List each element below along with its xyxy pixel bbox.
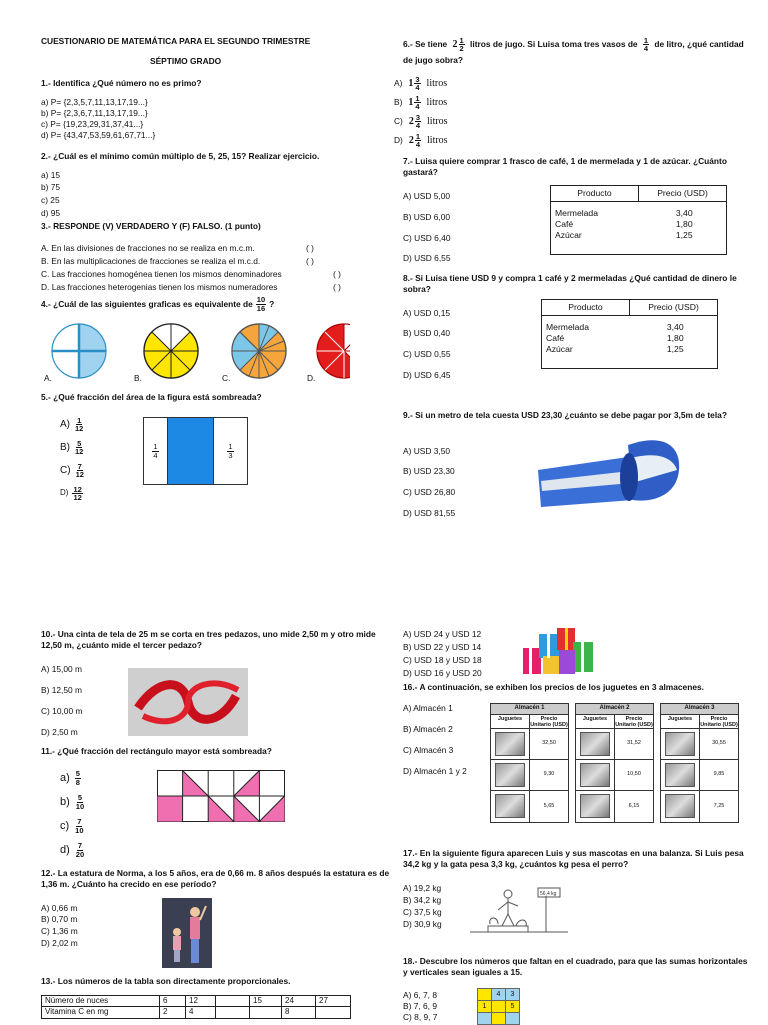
store-col-toys: Juguetes (661, 715, 700, 728)
q12-text: 12.- La estatura de Norma, a los 5 años, era de 0,66 m. 8 años después la estatura es de 1,36 m. ¿Cuánto ha crecido en ese período? (41, 868, 390, 889)
gift-boxes-image (521, 624, 597, 678)
q4-circle-b[interactable] (144, 324, 198, 378)
q2-option-d[interactable]: d) 95 (41, 208, 61, 218)
red-ribbon-image (128, 668, 248, 736)
product-price: 1,25 (675, 230, 693, 241)
product-name: Mermelada (546, 322, 589, 333)
q7-option-d[interactable]: D) USD 6,55 (403, 253, 451, 263)
table-cell: Vitamina C en mg (42, 1007, 160, 1018)
q18-option-c[interactable]: C) 8, 9, 7 (403, 1012, 438, 1022)
store-col-toys: Juguetes (491, 715, 530, 728)
product-price: 1,80 (675, 219, 693, 230)
table-cell[interactable] (316, 1007, 351, 1018)
q12-option-d[interactable]: D) 2,02 m (41, 938, 78, 948)
q11-text: 11.- ¿Qué fracción del rectángulo mayor está sombreada? (41, 746, 272, 756)
grade-title: SÉPTIMO GRADO (150, 56, 222, 66)
table-row (42, 996, 351, 1007)
q4-label-c: C. (222, 373, 231, 383)
product-name: Azúcar (555, 230, 582, 241)
q12-option-c[interactable]: C) 1,36 m (41, 926, 78, 936)
q1-text: 1.- Identifica ¿Qué número no es primo? (41, 78, 202, 88)
q3-blank-a[interactable]: ( ) (306, 243, 314, 253)
table-cell: 8 (282, 1007, 316, 1018)
store-price: 5,65 (543, 802, 555, 809)
store-col-toys: Juguetes (576, 715, 615, 728)
product-name: Mermelada (555, 208, 598, 219)
toy-image (495, 732, 525, 756)
store-price: 9,30 (543, 771, 555, 778)
toy-image (580, 732, 610, 756)
toy-image (665, 732, 695, 756)
q8-option-c[interactable]: C) USD 0,55 (403, 349, 451, 359)
product-name: Azúcar (546, 344, 573, 355)
table-cell: Número de nuces (42, 996, 160, 1007)
q2-option-c[interactable]: c) 25 (41, 195, 60, 205)
q4-label-b: B. (134, 373, 142, 383)
q3-blank-b[interactable]: ( ) (306, 256, 314, 266)
store-table-1 (490, 703, 569, 823)
q10-option-d[interactable]: D) 2,50 m (41, 727, 78, 737)
scale-readout: 56,4 kg (540, 891, 557, 897)
q4-circle-a[interactable] (52, 324, 106, 378)
table-cell[interactable] (250, 1007, 282, 1018)
q4-circle-d[interactable] (317, 324, 350, 378)
q4-question (41, 296, 274, 312)
q9-option-a[interactable]: A) USD 3,50 (403, 446, 451, 456)
q10-option-c[interactable]: C) 10,00 m (41, 706, 83, 716)
table-row (42, 1007, 351, 1018)
q13-proportion-table (41, 995, 351, 1019)
toy-image (665, 763, 695, 787)
q6-options (394, 74, 514, 150)
grid-cell: 4 (492, 989, 506, 1001)
q4-fraction: $\frac{10}{16}$ (256, 295, 266, 313)
q15-option-a[interactable]: A) USD 24 y USD 12 (403, 629, 482, 639)
product-price: 3,40 (675, 208, 693, 219)
table-cell[interactable] (216, 996, 250, 1007)
q11-option-c[interactable]: c) $\frac{7}{10}$ (60, 817, 84, 835)
q7-text: 7.- Luisa quiere comprar 1 frasco de café, 1 de mermelada y 1 de azúcar. ¿Cuánto gastará? (403, 156, 727, 177)
q11-rectangle-figure (157, 770, 285, 822)
q11-option-b[interactable]: b) $\frac{5}{10}$ (60, 793, 85, 811)
q3-statement-a: A. En las divisiones de fracciones no se realiza en m.c.m. (41, 243, 255, 253)
q3-text: 3.- RESPONDE (V) VERDADERO Y (F) FALSO. (1 punto) (41, 221, 261, 231)
q5-figure (143, 417, 248, 485)
table-row (478, 1013, 520, 1025)
q3-blank-c[interactable]: ( ) (333, 269, 341, 279)
product-name: Café (546, 333, 565, 344)
price-header-product: Producto (551, 186, 639, 201)
store-price: 10,50 (627, 771, 641, 778)
table-cell: 15 (250, 996, 282, 1007)
table-cell: 12 (186, 996, 216, 1007)
q9-option-b[interactable]: B) USD 23,30 (403, 466, 455, 476)
q15-option-c[interactable]: C) USD 18 y USD 18 (403, 655, 482, 665)
q11-option-d[interactable]: d) $\frac{7}{20}$ (60, 841, 85, 859)
grid-cell[interactable] (506, 1013, 520, 1025)
q11-options (60, 766, 120, 862)
q4-label-d: D. (307, 373, 316, 383)
scale-drawing (468, 884, 578, 936)
q16-option-a[interactable]: A) Almacén 1 (403, 703, 453, 713)
q9-option-c[interactable]: C) USD 26,80 (403, 487, 456, 497)
q7-price-table (550, 185, 727, 255)
q12-option-b[interactable]: B) 0,70 m (41, 914, 78, 924)
table-cell: 4 (186, 1007, 216, 1018)
q4-end: ? (269, 298, 275, 309)
table-row (478, 1001, 520, 1013)
grid-cell[interactable] (478, 989, 492, 1001)
q17-option-d[interactable]: D) 30,9 kg (403, 919, 442, 929)
product-price: 1,25 (666, 344, 684, 355)
table-cell: 24 (282, 996, 316, 1007)
store-name: Almacén 3 (661, 704, 738, 715)
toy-image (495, 763, 525, 787)
q3-statement-c: C. Las fracciones homogénea tienen los mismos denominadores (41, 269, 282, 279)
q5-box-right-fraction: $\frac{1}{3}$ (228, 442, 233, 460)
q15-option-b[interactable]: B) USD 22 y USD 14 (403, 642, 482, 652)
grid-cell: 1 (478, 1001, 492, 1013)
q13-text: 13.- Los números de la tabla son directamente proporcionales. (41, 976, 291, 986)
q5-options (60, 413, 120, 505)
grid-cell: 3 (506, 989, 520, 1001)
q16-text: 16.- A continuación, se exhiben los precios de los juguetes en 3 almacenes. (403, 682, 704, 692)
q6-option-b[interactable]: B) 1 $\frac{1}{4}$ litros (394, 93, 448, 111)
q17-option-a[interactable]: A) 19,2 kg (403, 883, 442, 893)
q2-option-a[interactable]: a) 15 (41, 170, 61, 180)
q7-option-b[interactable]: B) USD 6,00 (403, 212, 451, 222)
q4-circle-c[interactable] (232, 324, 286, 378)
toy-image (580, 794, 610, 818)
store-table-2 (575, 703, 654, 823)
q17-option-b[interactable]: B) 34,2 kg (403, 895, 442, 905)
q5-box-left-fraction: $\frac{1}{4}$ (153, 442, 158, 460)
q16-option-d[interactable]: D) Almacén 1 y 2 (403, 766, 467, 776)
table-cell: 2 (160, 1007, 186, 1018)
table-cell: 6 (160, 996, 186, 1007)
page-title: CUESTIONARIO DE MATEMÁTICA PARA EL SEGUNDO TRIMESTRE (41, 36, 311, 46)
store-price: 31,52 (627, 740, 641, 747)
grid-cell[interactable] (492, 1013, 506, 1025)
store-table-3 (660, 703, 739, 823)
store-col-price: Precio Unitario (USD) (530, 715, 568, 728)
q5-option-b[interactable]: B) $\frac{5}{12}$ (60, 438, 84, 456)
q5-text: 5.- ¿Qué fracción del área de la figura está sombreada? (41, 392, 262, 402)
q17-text: 17.- En la siguiente figura aparecen Luis y sus mascotas en una balanza. Si Luis pesa 34,2 kg y la gata pesa 3,3 kg, ¿cuántos kg pesa el perro? (403, 848, 744, 869)
store-price: 7,25 (713, 802, 725, 809)
q6-option-d[interactable]: D) 2 $\frac{1}{4}$ litros (394, 131, 448, 149)
q6-option-c[interactable]: C) 2 $\frac{3}{4}$ litros (394, 112, 448, 130)
q8-text: 8.- Si Luisa tiene USD 9 y compra 1 café y 2 mermeladas ¿Qué cantidad de dinero le sobra? (403, 273, 737, 294)
store-name: Almacén 1 (491, 704, 568, 715)
price-header-price: Precio (USD) (648, 302, 699, 312)
product-price: 1,80 (666, 333, 684, 344)
price-header-price: Precio (USD) (657, 188, 708, 198)
q9-option-d[interactable]: D) USD 81,55 (403, 508, 456, 518)
q5-option-a[interactable]: A) $\frac{1}{12}$ (60, 415, 84, 433)
q6-option-a[interactable]: A) 1 $\frac{3}{4}$ litros (394, 74, 448, 92)
q18-magic-square (477, 988, 520, 1025)
table-cell[interactable] (216, 1007, 250, 1018)
q5-option-d[interactable]: D) $\frac{12}{12}$ (60, 484, 82, 502)
q2-text: 2.- ¿Cuál es el mínimo común múltiplo de 5, 25, 15? Realizar ejercicio. (41, 151, 320, 161)
q10-option-b[interactable]: B) 12,50 m (41, 685, 82, 695)
q6-question: 6.- Se tiene 2 $\frac{1}{2}$ litros de jugo. Si Luisa toma tres vasos de $\frac{1}{4}$ de litro, ¿qué cantidad de jugo sobra? (403, 35, 744, 65)
q2-option-b[interactable]: b) 75 (41, 182, 61, 192)
q8-option-a[interactable]: A) USD 0,15 (403, 308, 451, 318)
q12-option-a[interactable]: A) 0,66 m (41, 903, 78, 913)
q16-option-b[interactable]: B) Almacén 2 (403, 724, 453, 734)
product-price: 3,40 (666, 322, 684, 333)
q7-option-a[interactable]: A) USD 5,00 (403, 191, 451, 201)
q18-text: 18.- Descubre los números que faltan en el cuadrado, para que las sumas horizontales y verticales sean iguales a 15. (403, 956, 748, 977)
q5-option-c[interactable]: C) $\frac{7}{12}$ (60, 461, 84, 479)
q16-option-c[interactable]: C) Almacén 3 (403, 745, 454, 755)
q18-option-a[interactable]: A) 6, 7, 8 (403, 990, 437, 1000)
q11-option-a[interactable]: a) $\frac{5}{8}$ (60, 769, 80, 787)
store-price: 30,55 (712, 740, 726, 747)
q4-text: 4.- ¿Cuál de las siguientes graficas es equivalente de (41, 298, 253, 309)
q15-option-d[interactable]: D) USD 16 y USD 20 (403, 668, 482, 678)
store-price: 32,50 (542, 740, 556, 747)
children-height-image (162, 898, 212, 968)
fabric-roll-image (533, 425, 683, 510)
q3-statement-d: D. Las fracciones heterogenias tienen los mismos numeradores (41, 282, 278, 292)
table-cell: 27 (316, 996, 351, 1007)
table-row (478, 989, 520, 1001)
q17-option-c[interactable]: C) 37,5 kg (403, 907, 442, 917)
price-header-product: Producto (542, 300, 630, 315)
toy-image (580, 763, 610, 787)
toy-image (495, 794, 525, 818)
store-name: Almacén 2 (576, 704, 653, 715)
grid-cell: 5 (506, 1001, 520, 1013)
q8-option-d[interactable]: D) USD 6,45 (403, 370, 451, 380)
q1-option-d[interactable]: d) P= {43,47,53,59,61,67,71...} (41, 130, 156, 140)
toy-image (665, 794, 695, 818)
q9-text: 9.- Si un metro de tela cuesta USD 23,30 ¿cuánto se debe pagar por 3,5m de tela? (403, 410, 727, 420)
q3-statement-b: B. En las multiplicaciones de fracciones se realiza el m.c.d. (41, 256, 261, 266)
q5-shaded-area (168, 418, 213, 484)
grid-cell[interactable] (478, 1013, 492, 1025)
store-price: 6,15 (628, 802, 640, 809)
q1-option-c[interactable]: c) P= {19,23,29,31,37,41...} (41, 119, 144, 129)
q8-option-b[interactable]: B) USD 0,40 (403, 328, 451, 338)
q4-label-a: A. (44, 373, 52, 383)
store-col-price: Precio Unitario (USD) (700, 715, 738, 728)
store-price: 9,85 (713, 771, 725, 778)
q4-graphs (50, 320, 350, 382)
q8-price-table (541, 299, 718, 369)
q1-option-a[interactable]: a) P= {2,3,5,7,11,13,17,19...} (41, 97, 148, 107)
product-name: Café (555, 219, 574, 230)
q7-option-c[interactable]: C) USD 6,40 (403, 233, 451, 243)
q1-option-b[interactable]: b) P= {2,3,6,7,11,13,17,19...} (41, 108, 148, 118)
q18-option-b[interactable]: B) 7, 6, 9 (403, 1001, 437, 1011)
q3-blank-d[interactable]: ( ) (333, 282, 341, 292)
q10-option-a[interactable]: A) 15,00 m (41, 664, 82, 674)
q10-text: 10.- Una cinta de tela de 25 m se corta en tres pedazos, uno mide 2,50 m y otro mide 12,50 m, ¿cuánto mide el tercer pedazo? (41, 629, 376, 650)
store-col-price: Precio Unitario (USD) (615, 715, 653, 728)
grid-cell[interactable] (492, 1001, 506, 1013)
